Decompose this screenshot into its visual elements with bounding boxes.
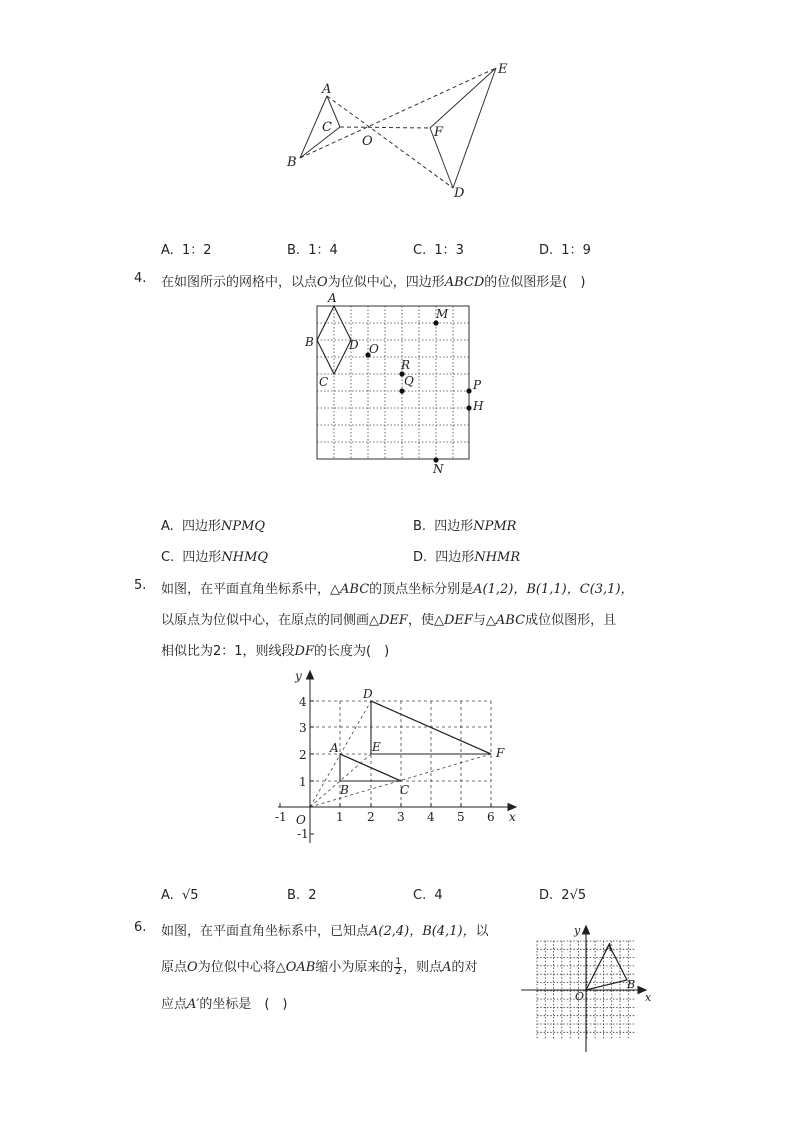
point-C: C <box>400 783 410 797</box>
q6-point-A: A <box>605 941 613 954</box>
grid-label-D: D <box>349 338 359 352</box>
tick-x-3: 3 <box>397 810 405 824</box>
label-F: F <box>434 125 444 140</box>
q4-grid-figure <box>300 290 500 480</box>
tick-x-2: 2 <box>367 810 375 824</box>
q5-stem-line3: 相似比为2：1，则线段DF的长度为( ) <box>161 644 390 659</box>
q6-point-B: B <box>627 978 636 991</box>
grid-label-M: M <box>436 307 449 321</box>
q6-stem-line2: 原点O为位似中心将△OAB缩小为原来的 $\frac{1}{2}$ ，则点A的对 <box>161 957 478 977</box>
q4-option-a[interactable]: A. 四边形NPMQ <box>161 519 266 534</box>
q6-axis-x: x <box>645 991 652 1004</box>
tick-x-4: 4 <box>427 810 435 824</box>
label-E: E <box>498 62 508 77</box>
tick-y-4: 4 <box>299 695 307 709</box>
q5-coordinate-figure <box>270 662 530 852</box>
q6-number: 6. <box>134 920 147 935</box>
grid-label-H: H <box>473 399 484 413</box>
grid-label-Q: Q <box>404 374 414 388</box>
point-F: F <box>496 746 505 760</box>
q5-option-c[interactable]: C. 4 <box>413 888 443 903</box>
tick-x-5: 5 <box>457 810 465 824</box>
q3-option-a[interactable]: A. 1：2 <box>161 243 212 258</box>
q6-axis-y: y <box>574 924 581 937</box>
axis-origin-label: O <box>296 813 306 827</box>
tick-y-neg1: -1 <box>297 827 309 841</box>
q6-stem-line1: 如图，在平面直角坐标系中，已知点A(2,4)，B(4,1)，以 <box>161 924 489 939</box>
grid-label-N: N <box>433 462 444 476</box>
tick-x-1: 1 <box>336 810 344 824</box>
q4-option-c[interactable]: C. 四边形NHMQ <box>161 550 269 565</box>
point-B: B <box>340 783 349 797</box>
fraction-one-half: $\frac{1}{2}$ <box>395 957 402 977</box>
axis-x-label: x <box>509 810 516 824</box>
q5-option-d[interactable]: D. 2√5 <box>539 888 587 903</box>
grid-label-P: P <box>473 378 482 392</box>
tick-y-2: 2 <box>299 748 307 762</box>
q5-number: 5. <box>134 578 147 593</box>
q5-stem-line1: 如图，在平面直角坐标系中，△ABC的顶点坐标分别是A(1,2)，B(1,1)，C(3,1)， <box>161 582 634 597</box>
axis-y-label: y <box>295 669 302 683</box>
q5-option-a[interactable]: A. √5 <box>161 888 199 903</box>
q5-stem-line2: 以原点为位似中心，在原点的同侧画△DEF，使△DEF与△ABC成位似图形，且 <box>161 613 617 628</box>
grid-label-A: A <box>328 291 337 305</box>
q6-origin: O <box>575 990 585 1003</box>
tick-y-1: 1 <box>299 775 307 789</box>
q3-option-c[interactable]: C. 1：3 <box>413 243 464 258</box>
grid-label-B: B <box>305 335 314 349</box>
q3-option-b[interactable]: B. 1：4 <box>287 243 338 258</box>
tick-y-3: 3 <box>299 721 307 735</box>
q4-option-b[interactable]: B. 四边形NPMR <box>413 519 517 534</box>
point-D: D <box>363 687 373 701</box>
tick-x-neg1: -1 <box>275 810 287 824</box>
label-A: A <box>322 82 332 97</box>
label-B: B <box>287 155 297 170</box>
label-C: C <box>322 120 332 135</box>
q6-stem-line3: 应点A′的坐标是 ( ) <box>161 997 288 1012</box>
q4-number: 4. <box>134 271 147 286</box>
q4-option-d[interactable]: D. 四边形NHMR <box>413 550 521 565</box>
grid-label-R: R <box>401 358 411 372</box>
grid-label-O: O <box>369 342 379 356</box>
q3-option-d[interactable]: D. 1：9 <box>539 243 591 258</box>
figure-homothety-triangles <box>0 0 794 210</box>
point-E: E <box>372 740 381 754</box>
q5-option-b[interactable]: B. 2 <box>287 888 317 903</box>
label-D: D <box>454 186 465 201</box>
q6-coordinate-figure <box>518 920 658 1055</box>
label-O: O <box>362 134 373 149</box>
q4-stem: 在如图所示的网格中，以点O为位似中心，四边形ABCD的位似图形是( ) <box>161 275 586 290</box>
grid-label-C: C <box>319 375 329 389</box>
point-A: A <box>330 741 339 755</box>
tick-x-6: 6 <box>487 810 495 824</box>
